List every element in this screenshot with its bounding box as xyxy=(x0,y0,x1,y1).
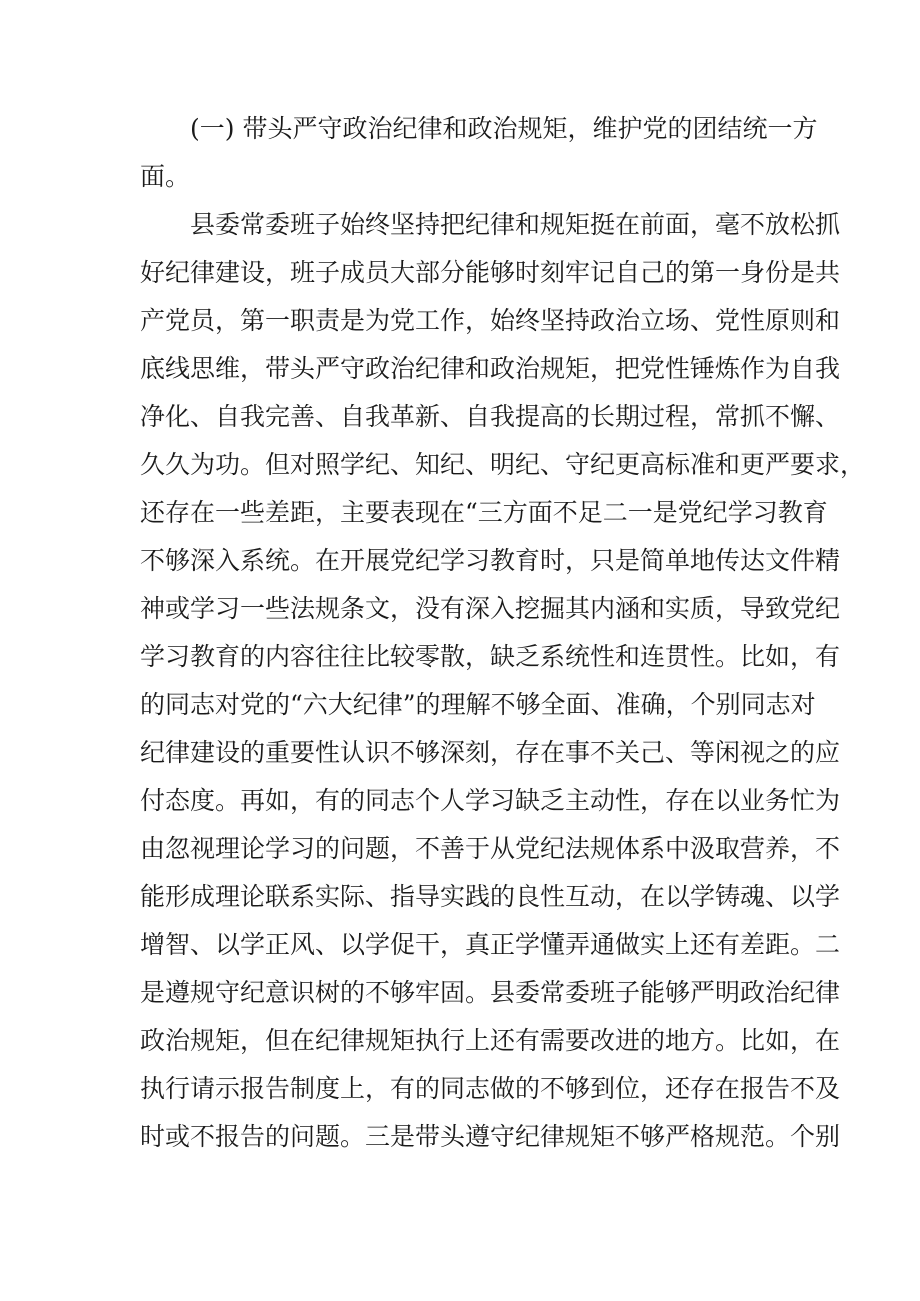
paragraph-line: 增智、以学正风、以学促干，真正学懂弄通做实上还有差距。二 xyxy=(140,930,841,959)
paragraph-line: 执行请示报告制度上，有的同志做的不够到位，还存在报告不及 xyxy=(140,1074,841,1103)
paragraph-line: 的同志对党的“六大纪律”的理解不够全面、准确，个别同志对 xyxy=(140,690,816,719)
section-heading-line-2: 面。 xyxy=(140,162,191,191)
paragraph-line: 产党员，第一职责是为党工作，始终坚持政治立场、党性原则和 xyxy=(140,306,841,335)
paragraph-line: 久久为功。但对照学纪、知纪、明纪、守纪更高标准和更严要求， xyxy=(140,450,866,479)
paragraph-line: 能形成理论联系实际、指导实践的良性互动，在以学铸魂、以学 xyxy=(140,882,841,911)
paragraph-line: 由忽视理论学习的问题，不善于从党纪法规体系中汲取营养，不 xyxy=(140,834,841,863)
paragraph-line: 付态度。再如，有的同志个人学习缺乏主动性，存在以业务忙为 xyxy=(140,786,841,815)
paragraph-line: 底线思维，带头严守政治纪律和政治规矩，把党性锤炼作为自我 xyxy=(140,354,841,383)
paragraph-line: 时或不报告的问题。三是带头遵守纪律规矩不够严格规范。个别 xyxy=(140,1122,841,1151)
paragraph-line: 政治规矩，但在纪律规矩执行上还有需要改进的地方。比如，在 xyxy=(140,1026,841,1055)
paragraph-line: 纪律建设的重要性认识不够深刻，存在事不关己、等闲视之的应 xyxy=(140,738,841,767)
section-heading-line-1: (一) 带头严守政治纪律和政治规矩，维护党的团结统一方 xyxy=(190,114,818,143)
paragraph-line: 好纪律建设，班子成员大部分能够时刻牢记自己的第一身份是共 xyxy=(140,258,841,287)
paragraph-line: 县委常委班子始终坚持把纪律和规矩挺在前面，毫不放松抓 xyxy=(190,210,841,239)
paragraph-line: 神或学习一些法规条文，没有深入挖掘其内涵和实质，导致党纪 xyxy=(140,594,841,623)
paragraph-line: 学习教育的内容往往比较零散，缺乏系统性和连贯性。比如，有 xyxy=(140,642,841,671)
paragraph-line: 还存在一些差距，主要表现在“三方面不足二一是党纪学习教育 xyxy=(140,498,828,527)
paragraph-line: 净化、自我完善、自我革新、自我提高的长期过程，常抓不懈、 xyxy=(140,402,841,431)
paragraph-line: 不够深入系统。在开展党纪学习教育时，只是简单地传达文件精 xyxy=(140,546,841,575)
paragraph-line: 是遵规守纪意识树的不够牢固。县委常委班子能够严明政治纪律 xyxy=(140,978,841,1007)
